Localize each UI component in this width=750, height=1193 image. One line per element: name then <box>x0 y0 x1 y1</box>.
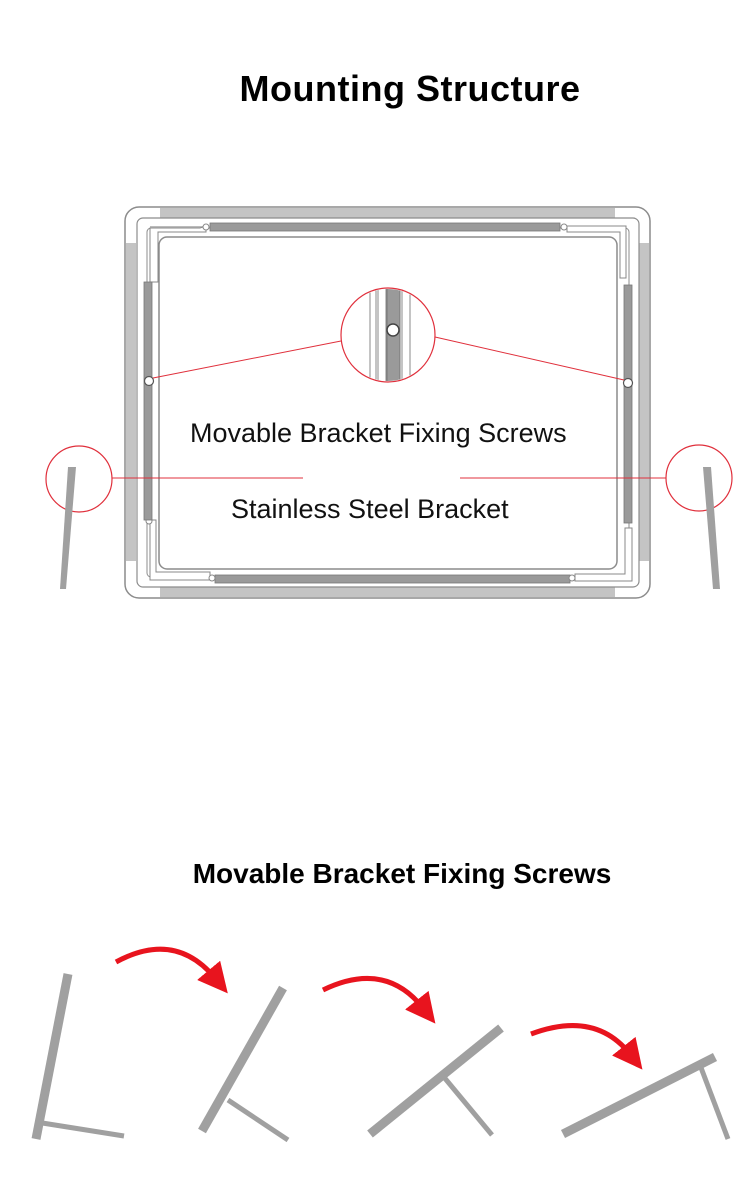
magnified-screw <box>387 324 399 336</box>
page-title: Mounting Structure <box>239 68 581 109</box>
section-subtitle: Movable Bracket Fixing Screws <box>192 858 612 889</box>
frame-right-strip <box>639 243 649 561</box>
frame-top-strip <box>160 208 615 218</box>
fixing-screws-label: Movable Bracket Fixing Screws <box>190 418 567 448</box>
frame-left-strip <box>126 243 136 561</box>
left-stainless-bracket <box>60 467 76 589</box>
left-rail <box>144 282 152 520</box>
top-right-pin <box>561 224 567 230</box>
right-fixing-screw <box>624 379 633 388</box>
bottom-left-pin <box>209 575 215 581</box>
top-left-pin <box>203 224 209 230</box>
steel-bracket-label: Stainless Steel Bracket <box>231 494 509 524</box>
bottom-rail <box>215 575 570 583</box>
right-rail <box>624 285 632 523</box>
frame-bottom-strip <box>160 587 615 597</box>
right-bracket-callout <box>666 445 732 511</box>
bracket-position-1 <box>36 974 124 1139</box>
bottom-right-pin <box>569 575 575 581</box>
bracket-position-2 <box>202 988 288 1140</box>
left-fixing-screw <box>145 377 154 386</box>
rotation-arrow-1 <box>116 949 215 978</box>
rotation-arrow-3 <box>531 1026 630 1054</box>
bracket-position-4 <box>563 1057 728 1139</box>
top-rail <box>210 223 560 231</box>
right-stainless-bracket <box>703 467 720 589</box>
rotation-arrow-2 <box>323 978 423 1008</box>
left-bracket-callout <box>46 446 112 512</box>
bracket-position-3 <box>370 1028 501 1135</box>
